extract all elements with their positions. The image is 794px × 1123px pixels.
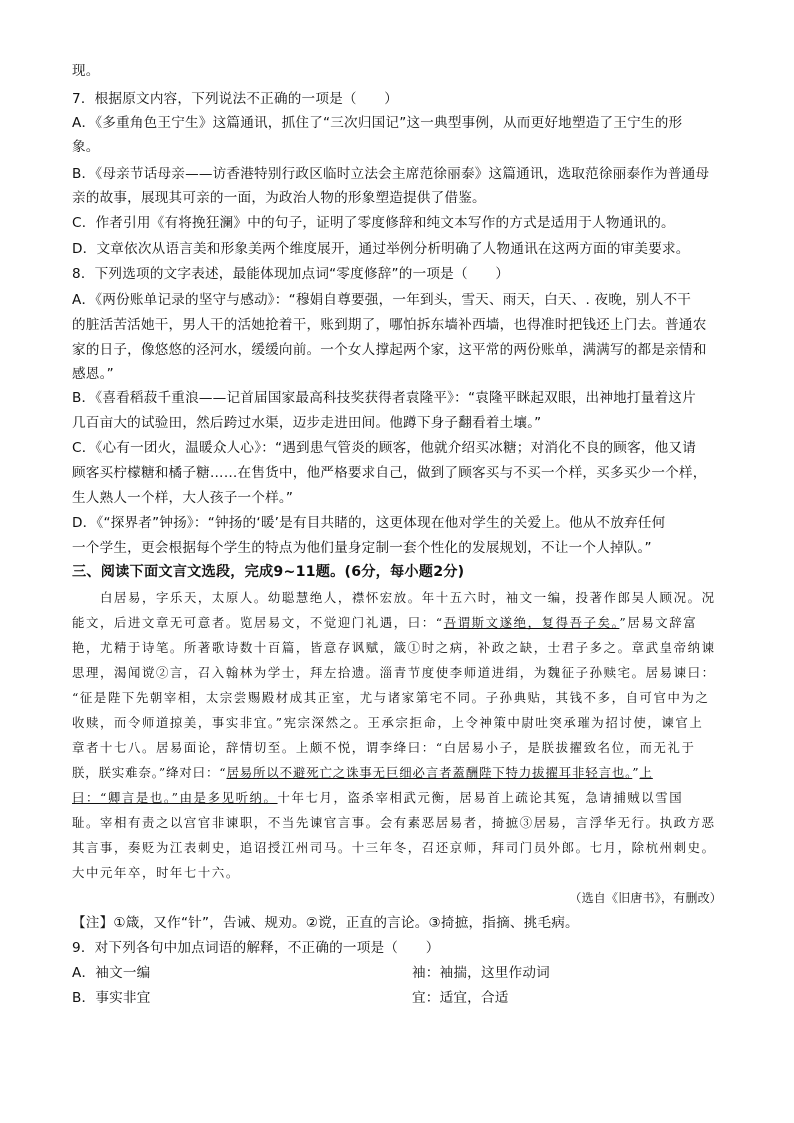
underlined-sentence: 曰：“卿言是也。”由是多见听纳。 [72, 790, 278, 805]
passage-line: 耻。宰相有责之以宫官非谏职，不当先谏官言事。会有素恶居易者，掎摭③居易，言浮华无行。执政方恶 [72, 815, 716, 830]
q7-option-d: D．文章依次从语言美和形象美两个维度展开，通过举例分析明确了人物通讯在这两方面的审美要求。 [72, 241, 690, 257]
passage-line: 能文，后进文章无可意者。览居易文，不觉迎门礼遇，曰：“吾谓斯文遂绝，复得吾子矣。”居易文辞富 [72, 615, 698, 630]
q8-option-c-line3: 生人熟人一个样，大人孩子一个样。” [72, 490, 294, 506]
q9-option-a-explanation: 袖：袖揣，这里作动词 [412, 965, 550, 981]
q7-option-c: C．作者引用《有将挽狂澜》中的句子，证明了零度修辞和纯文本写作的方式是适用于人物通讯的。 [72, 215, 675, 231]
q8-stem: 8．下列选项的文字表述，最能体现加点词“零度修辞”的一项是（ ） [72, 266, 510, 282]
passage-source: （选自《旧唐书》，有删改） [569, 891, 722, 905]
passage-line: 章者十七八。居易面论，辞情切至。上颇不悦，谓李绛曰：“白居易小子，是朕拔擢致名位，而无礼于 [72, 740, 696, 755]
passage-line: 朕，朕实难奈。”绛对曰：“居易所以不避死亡之诛事无巨细必言者蓋酬陛下特力拔擢耳非轻言也。”上 [72, 765, 653, 780]
underlined-sentence: 居易所以不避死亡之诛事无巨细必言者蓋酬陛下特力拔擢耳非轻言也。 [226, 765, 633, 780]
q8-option-a-line3: 家的日子，像悠悠的泾河水，缓缓向前。一个女人撑起两个家，这平常的两份账单，满满写的都是亲情和 [72, 342, 707, 358]
q9-option-b [72, 989, 732, 1007]
q8-option-a-line1: A．《两份账单记录的坚守与感动》：“穆娟自尊要强，一年到头，雪天、雨天，白天、. 夜晚，别人不干 [72, 292, 692, 308]
passage-line: “征是陛下先朝宰相，太宗尝赐殿材成其正室，尤与诸家第宅不同。子孙典贴，其钱不多，自可官中为之 [72, 690, 710, 705]
q8-option-c-line2: 顾客买柠檬糖和橘子糖……在售货中，他严格要求自己，做到了顾客买与不买一个样，买多买少一个样， [72, 465, 707, 481]
q9-option-a-phrase: A．袖文一编 [72, 965, 151, 981]
q7-option-b-line1: B．《母亲节话母亲——访香港特别行政区临时立法会主席范徐丽泰》这篇通讯，选取范徐丽泰作为普通母 [72, 166, 710, 182]
q8-option-d-line1: D．《“探界者”钟扬》：“钟扬的‘暖’是有目共睹的，这更体现在他对学生的关爱上。他从不放弃任何 [72, 515, 666, 531]
q8-option-c-line1: C．《心有一团火，温暖众人心》：“遇到患气管炎的顾客，他就介绍买冰糖；对消化不良的顾客，他又请 [72, 440, 697, 456]
q8-option-d-line2: 一个学生，更会根据每个学生的特点为他们量身定制一套个性化的发展规划，不让一个人掉队。” [72, 540, 652, 556]
passage-line: 曰：“卿言是也。”由是多见听纳。十年七月，盗杀宰相武元衡，居易首上疏论其冤，急请捕贼以雪国 [72, 790, 684, 805]
q9-stem: 9．对下列各句中加点词语的解释，不正确的一项是（ ） [72, 940, 440, 956]
q8-option-a-line4: 感恩。” [72, 366, 114, 382]
passage-line: 白居易，字乐天，太原人。幼聪慧绝人，襟怀宏放。年十五六时，袖文一编，投著作郎吴人顾况。况 [100, 590, 716, 605]
q8-option-b-line2: 几百亩大的试验田，然后跨过水渠，迈步走进田间。他蹲下身子翻看着土壤。” [72, 415, 542, 431]
passage-line: 大中元年卒，时年七十六。 [72, 865, 240, 880]
q7-stem: 7．根据原文内容，下列说法不正确的一项是（ ） [72, 91, 399, 107]
q9-option-a [72, 964, 732, 982]
q7-option-a-line1: A．《多重角色王宁生》这篇通讯，抓住了“三次归国记”这一典型事例，从而更好地塑造了王宁生的形 [72, 115, 683, 131]
passage-line: 艳，尤精于诗笔。所著歌诗数十百篇，皆意存讽赋，箴①时之病，补政之缺，士君子多之。章武皇帝纳谏 [72, 640, 716, 655]
passage-line: 思理，渴闻谠②言，召入翰林为学士，拜左拾遗。淄青节度使李师道进绢，为魏征子孙赎宅。居易谏曰： [72, 665, 716, 680]
section3-heading: 三、阅读下面文言文选段，完成9~11题。(6分，每小题2分) [72, 564, 465, 580]
passage-line: 收赎，而令师道掠美，事实非宜。”宪宗深然之。王承宗拒命，上令神策中尉吐突承璀为招讨使，谏官上 [72, 715, 704, 730]
q7-option-a-line2: 象。 [72, 139, 100, 155]
q8-option-a-line2: 的脏活苦活她干，男人干的活她抢着干，账到期了，哪怕拆东墙补西墙，也得准时把钱还上门去。普通农 [72, 317, 707, 333]
q9-option-b-phrase: B．事实非宜 [72, 990, 151, 1006]
underlined-sentence: 吾谓斯文遂绝，复得吾子矣。 [443, 615, 620, 630]
q6-tail-text: 现。 [72, 63, 100, 79]
q7-option-b-line2: 亲的故事，展现其可亲的一面，为政治人物的形象塑造提供了借鉴。 [72, 190, 486, 206]
q8-option-b-line1: B．《喜看稻菽千重浪——记首届国家最高科技奖获得者袁隆平》：“袁隆平眯起双眼，出神地打量着这片 [72, 390, 696, 406]
footnote: 【注】①箴，又作“针”，告诫、规劝。②谠，正直的言论。③掎摭，指摘、挑毛病。 [72, 915, 579, 931]
passage-line: 其言事，奏贬为江表刺史，追诏授江州司马。十三年冬，召还京师，拜司门员外郎。七月，除杭州刺史。 [72, 840, 716, 855]
q9-option-b-explanation: 宜：适宜，合适 [412, 990, 509, 1006]
